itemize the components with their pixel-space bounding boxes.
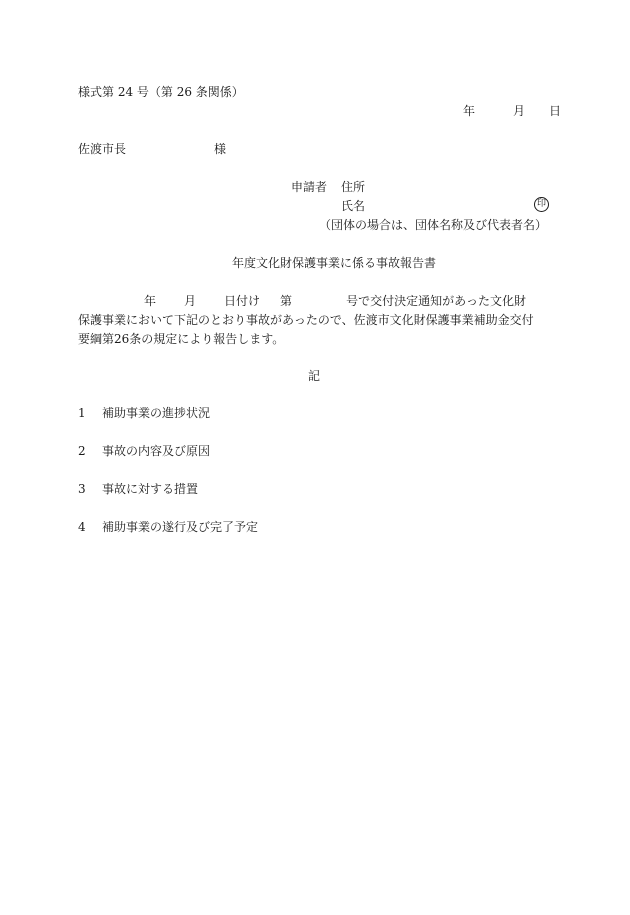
ki-heading: 記 [308, 369, 321, 383]
body-dated-label: 日付け [224, 294, 261, 308]
date-day-label: 日 [549, 104, 562, 118]
date-line [463, 104, 561, 118]
group-note: （団体の場合は、団体名称及び代表者名） [319, 218, 548, 232]
item-number: 3 [78, 482, 86, 496]
addressee-honorific: 様 [214, 142, 227, 156]
list-item [78, 482, 198, 496]
date-month-label: 月 [513, 104, 526, 118]
item-text: 事故に対する措置 [102, 482, 199, 496]
seal-mark-icon: 印 [534, 197, 549, 212]
name-label: 氏名 [341, 199, 366, 213]
applicant-label: 申請者 [291, 180, 328, 194]
body-line1-tail: 号で交付決定通知があった文化財 [346, 294, 526, 308]
list-item [78, 406, 210, 420]
body-year-label: 年 [144, 294, 157, 308]
body-line-3: 要綱第26条の規定により報告します。 [78, 332, 285, 346]
body-month-label: 月 [184, 294, 197, 308]
addressee-name: 佐渡市長 [78, 142, 127, 156]
body-dai-label: 第 [280, 294, 293, 308]
body-line-2: 保護事業において下記のとおり事故があったので、佐渡市文化財保護事業補助金交付 [78, 313, 534, 327]
list-item [78, 520, 258, 534]
item-number: 4 [78, 520, 86, 534]
form-number: 様式第 24 号（第 26 条関係） [78, 85, 244, 99]
addressee [78, 142, 226, 156]
body-line-1 [78, 292, 554, 311]
body-paragraph [78, 292, 554, 349]
item-number: 1 [78, 406, 86, 420]
document-title: 年度文化財保護事業に係る事故報告書 [232, 256, 437, 270]
item-number: 2 [78, 444, 86, 458]
list-item [78, 444, 210, 458]
item-text: 補助事業の遂行及び完了予定 [102, 520, 259, 534]
date-year-label: 年 [463, 104, 476, 118]
item-text: 補助事業の進捗状況 [102, 406, 211, 420]
item-text: 事故の内容及び原因 [102, 444, 211, 458]
address-label: 住所 [341, 180, 366, 194]
